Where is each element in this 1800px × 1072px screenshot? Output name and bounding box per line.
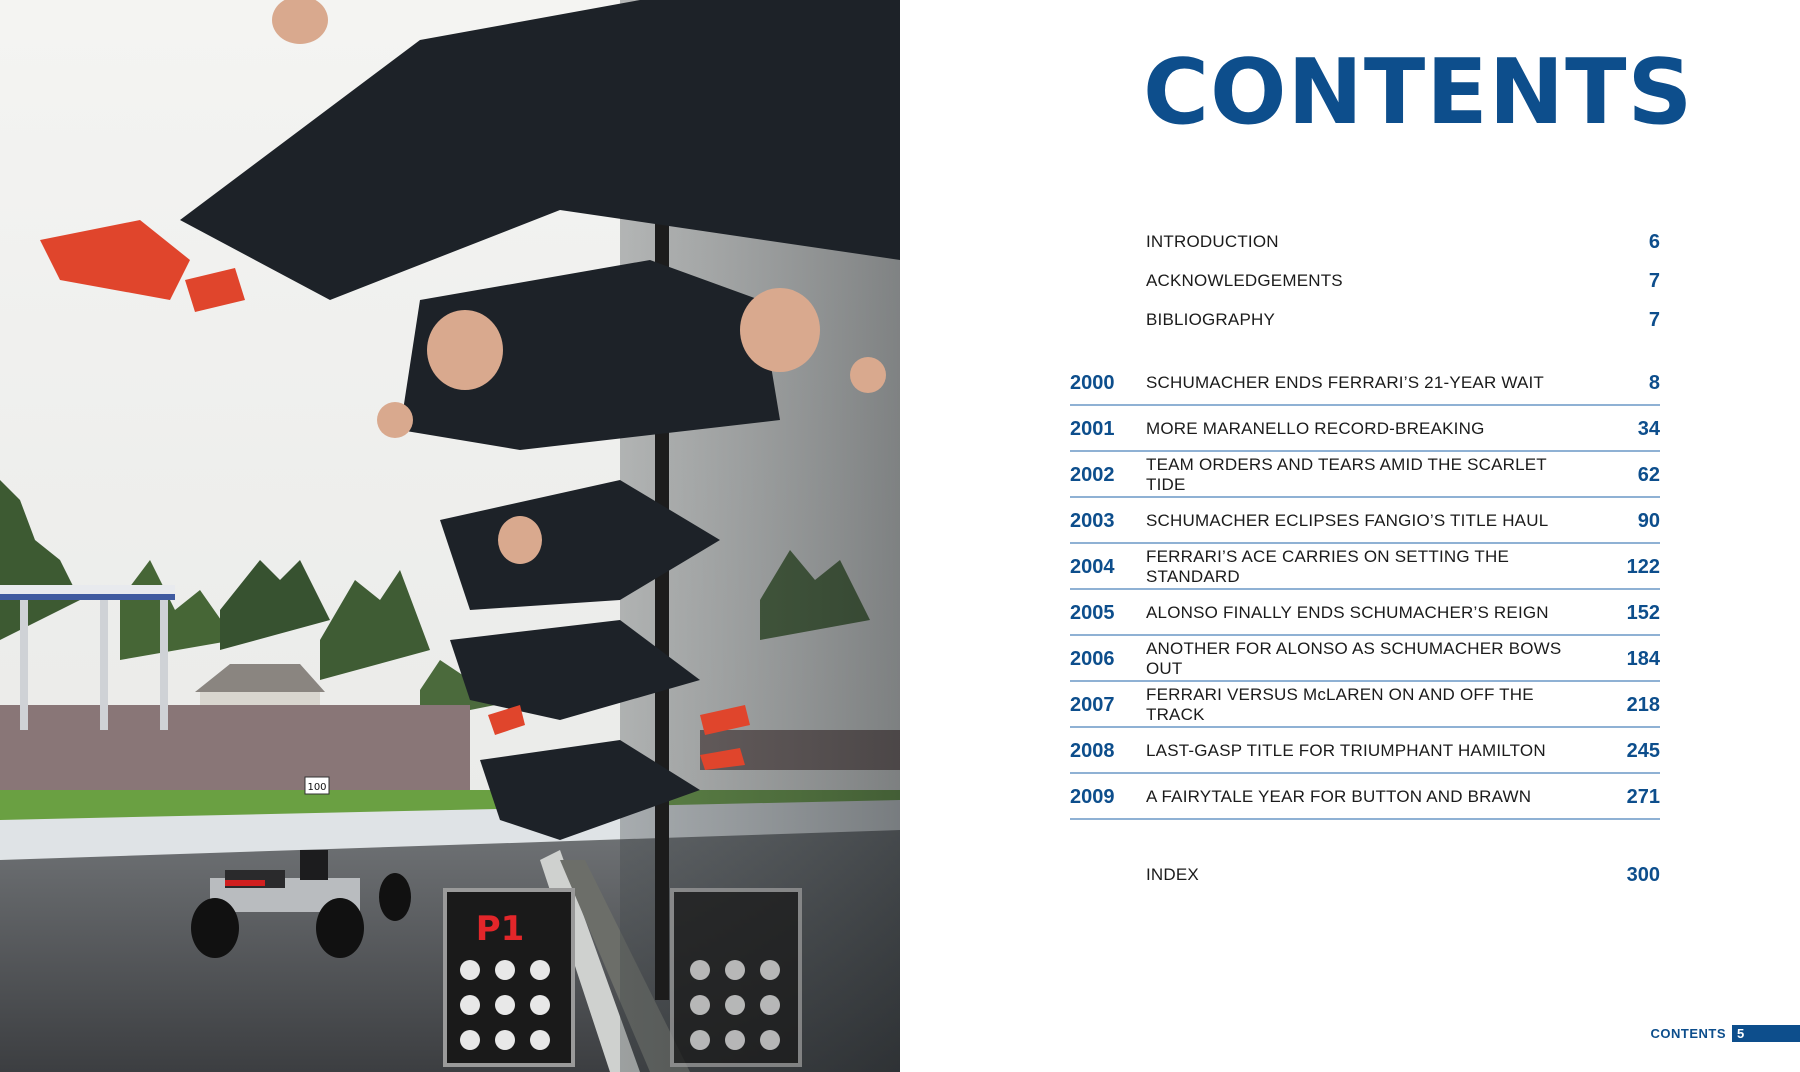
toc-chapter-row[interactable] [1070, 592, 1660, 636]
chapter-page: 245 [1626, 739, 1660, 762]
chapter-title: SCHUMACHER ENDS FERRARI’S 21-YEAR WAIT [1146, 373, 1545, 392]
chapter-title: FERRARI VERSUS McLAREN ON AND OFF THE TRACK [1146, 685, 1534, 724]
entry-title: INTRODUCTION [1146, 232, 1279, 251]
chapter-year: 2009 [1070, 785, 1115, 808]
svg-text:100: 100 [307, 782, 327, 793]
chapter-page: 152 [1626, 601, 1660, 624]
chapter-year: 2000 [1070, 371, 1115, 394]
entry-title: INDEX [1146, 865, 1199, 884]
toc-chapter-row[interactable] [1070, 638, 1660, 682]
distance-marker-sign [305, 777, 329, 794]
entry-page: 7 [1648, 269, 1660, 292]
entry-page: 300 [1626, 863, 1660, 886]
chapter-year: 2007 [1070, 693, 1115, 716]
chapter-page: 218 [1626, 693, 1660, 716]
toc-chapter-row[interactable] [1070, 500, 1660, 544]
page-title: CONTENTS [1143, 40, 1694, 145]
toc-chapter-row[interactable] [1070, 408, 1660, 452]
chapter-page: 34 [1637, 417, 1660, 440]
chapter-year: 2001 [1070, 417, 1115, 440]
chapter-page: 122 [1626, 555, 1660, 578]
chapter-year: 2005 [1070, 601, 1115, 624]
chapter-page: 8 [1648, 371, 1660, 394]
chapter-page: 271 [1626, 785, 1660, 808]
page-number: 5 [1732, 1025, 1800, 1042]
chapter-year: 2002 [1070, 463, 1115, 486]
toc-chapter-row[interactable] [1070, 776, 1660, 820]
toc-chapter-row[interactable] [1070, 684, 1660, 728]
chapter-title: TEAM ORDERS AND TEARS AMID THE SCARLET TIDE [1146, 455, 1547, 494]
toc-entry-acknowledgements[interactable] [1070, 259, 1660, 303]
chapter-page: 62 [1637, 463, 1660, 486]
chapter-year: 2006 [1070, 647, 1115, 670]
chapter-page: 184 [1626, 647, 1660, 670]
chapter-title: ALONSO FINALLY ENDS SCHUMACHER’S REIGN [1146, 603, 1549, 622]
toc-entry-bibliography[interactable] [1070, 298, 1660, 342]
chapter-year: 2004 [1070, 555, 1115, 578]
entry-title: ACKNOWLEDGEMENTS [1146, 271, 1343, 290]
chapter-title: A FAIRYTALE YEAR FOR BUTTON AND BRAWN [1146, 787, 1532, 806]
chapter-title: ANOTHER FOR ALONSO AS SCHUMACHER BOWS OUT [1146, 639, 1562, 678]
toc-entry-introduction[interactable] [1070, 220, 1660, 264]
entry-page: 6 [1648, 230, 1660, 253]
chapter-page: 90 [1637, 509, 1660, 532]
running-footer-label: CONTENTS [1650, 1026, 1726, 1041]
toc-chapter-row[interactable] [1070, 730, 1660, 774]
page-footer [1651, 1025, 1800, 1042]
toc-entry-index[interactable] [1070, 853, 1660, 897]
entry-page: 7 [1648, 308, 1660, 331]
toc-chapter-row[interactable] [1070, 454, 1660, 498]
entry-title: BIBLIOGRAPHY [1146, 310, 1275, 329]
chapter-title: LAST-GASP TITLE FOR TRIUMPHANT HAMILTON [1146, 741, 1546, 760]
chapter-title: MORE MARANELLO RECORD-BREAKING [1146, 419, 1485, 438]
chapter-title: FERRARI’S ACE CARRIES ON SETTING THE STANDARD [1146, 547, 1509, 586]
chapter-year: 2008 [1070, 739, 1115, 762]
toc-chapter-row[interactable] [1070, 362, 1660, 406]
svg-text:P1: P1 [475, 909, 525, 949]
contents-page [900, 0, 1800, 1072]
chapter-year: 2003 [1070, 509, 1115, 532]
chapter-title: SCHUMACHER ECLIPSES FANGIO’S TITLE HAUL [1146, 511, 1549, 530]
toc-chapter-row[interactable] [1070, 546, 1660, 590]
